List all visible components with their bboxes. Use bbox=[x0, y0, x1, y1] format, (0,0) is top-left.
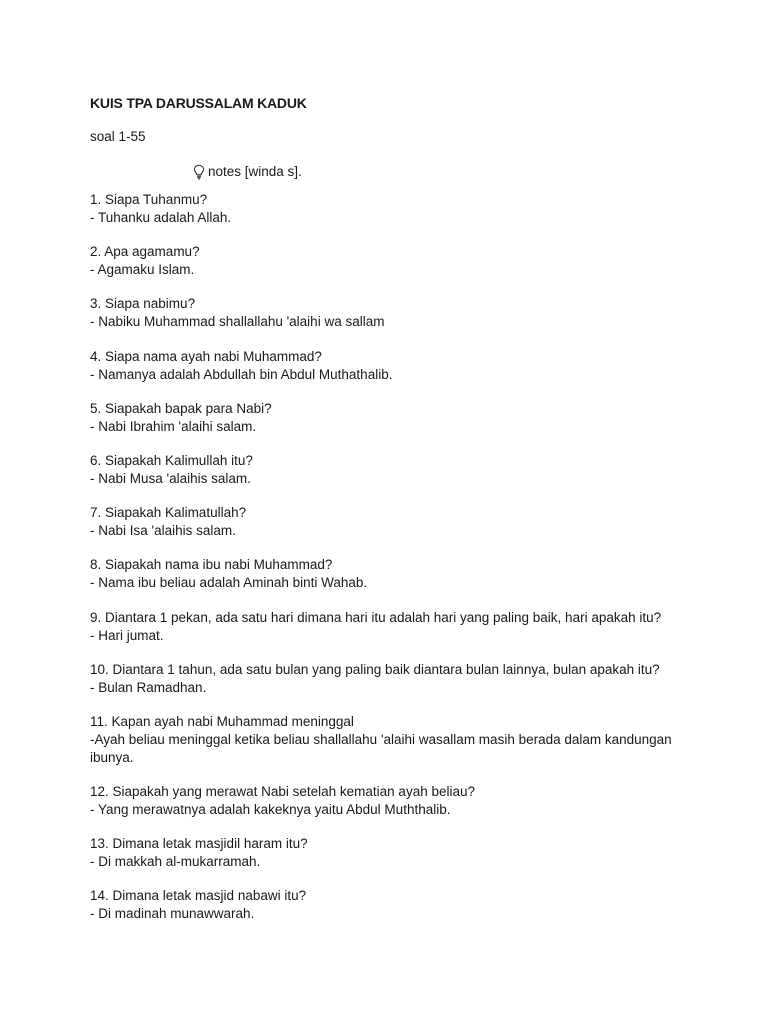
lightbulb-icon bbox=[193, 164, 205, 180]
question-text: 9. Diantara 1 pekan, ada satu hari dimana hari itu adalah hari yang paling baik, hari apakah itu? bbox=[90, 609, 662, 625]
qa-item bbox=[90, 609, 708, 645]
answer-text: -Ayah beliau meninggal ketika beliau shallallahu 'alaihi wasallam masih berada dalam kandungan ibunya. bbox=[90, 731, 672, 765]
qa-item bbox=[90, 295, 708, 331]
qa-item bbox=[90, 400, 708, 436]
question-text: 2. Apa agamamu? bbox=[90, 244, 200, 260]
document-title: KUIS TPA DARUSSALAM KADUK bbox=[90, 95, 307, 111]
notes-label: notes [winda s]. bbox=[208, 164, 302, 179]
qa-item bbox=[90, 348, 708, 384]
qa-item bbox=[90, 783, 708, 819]
qa-item bbox=[90, 661, 708, 697]
answer-text: - Nabiku Muhammad shallallahu 'alaihi wa sallam bbox=[90, 314, 385, 330]
qa-item bbox=[90, 191, 708, 227]
answer-text: - Nabi Musa 'alaihis salam. bbox=[90, 470, 251, 486]
answer-text: - Bulan Ramadhan. bbox=[90, 679, 207, 695]
qa-item bbox=[90, 504, 708, 540]
question-text: 14. Dimana letak masjid nabawi itu? bbox=[90, 888, 307, 904]
question-text: 8. Siapakah nama ibu nabi Muhammad? bbox=[90, 557, 333, 573]
qa-item bbox=[90, 887, 708, 923]
question-text: 1. Siapa Tuhanmu? bbox=[90, 192, 208, 207]
answer-text: - Di madinah munawwarah. bbox=[90, 906, 255, 922]
question-text: 6. Siapakah Kalimullah itu? bbox=[90, 452, 253, 468]
question-text: 5. Siapakah bapak para Nabi? bbox=[90, 400, 272, 416]
answer-text: - Di makkah al-mukarramah. bbox=[90, 854, 261, 870]
question-text: 7. Siapakah Kalimatullah? bbox=[90, 505, 247, 521]
answer-text: - Tuhanku adalah Allah. bbox=[90, 210, 232, 225]
qa-item bbox=[90, 713, 708, 767]
qa-item bbox=[90, 243, 708, 279]
question-text: 13. Dimana letak masjidil haram itu? bbox=[90, 836, 308, 852]
notes-line bbox=[90, 163, 708, 181]
qa-item bbox=[90, 835, 708, 871]
qa-list bbox=[90, 191, 708, 923]
answer-text: - Yang merawatnya adalah kakeknya yaitu Abdul Muththalib. bbox=[90, 802, 451, 818]
document-subtitle: soal 1-55 bbox=[90, 129, 146, 144]
answer-text: - Nama ibu beliau adalah Aminah binti Wahab. bbox=[90, 575, 368, 591]
question-text: 3. Siapa nabimu? bbox=[90, 296, 196, 312]
question-text: 4. Siapa nama ayah nabi Muhammad? bbox=[90, 348, 322, 364]
answer-text: - Agamaku Islam. bbox=[90, 262, 195, 278]
answer-text: - Nabi Isa 'alaihis salam. bbox=[90, 523, 236, 539]
qa-item bbox=[90, 556, 708, 592]
answer-text: - Nabi Ibrahim 'alaihi salam. bbox=[90, 418, 257, 434]
question-text: 11. Kapan ayah nabi Muhammad meninggal bbox=[90, 713, 354, 729]
question-text: 10. Diantara 1 tahun, ada satu bulan yang paling baik diantara bulan lainnya, bulan apakah itu? bbox=[90, 661, 660, 677]
qa-item bbox=[90, 452, 708, 488]
answer-text: - Hari jumat. bbox=[90, 627, 164, 643]
answer-text: - Namanya adalah Abdullah bin Abdul Muthathalib. bbox=[90, 366, 393, 382]
question-text: 12. Siapakah yang merawat Nabi setelah kematian ayah beliau? bbox=[90, 784, 475, 800]
